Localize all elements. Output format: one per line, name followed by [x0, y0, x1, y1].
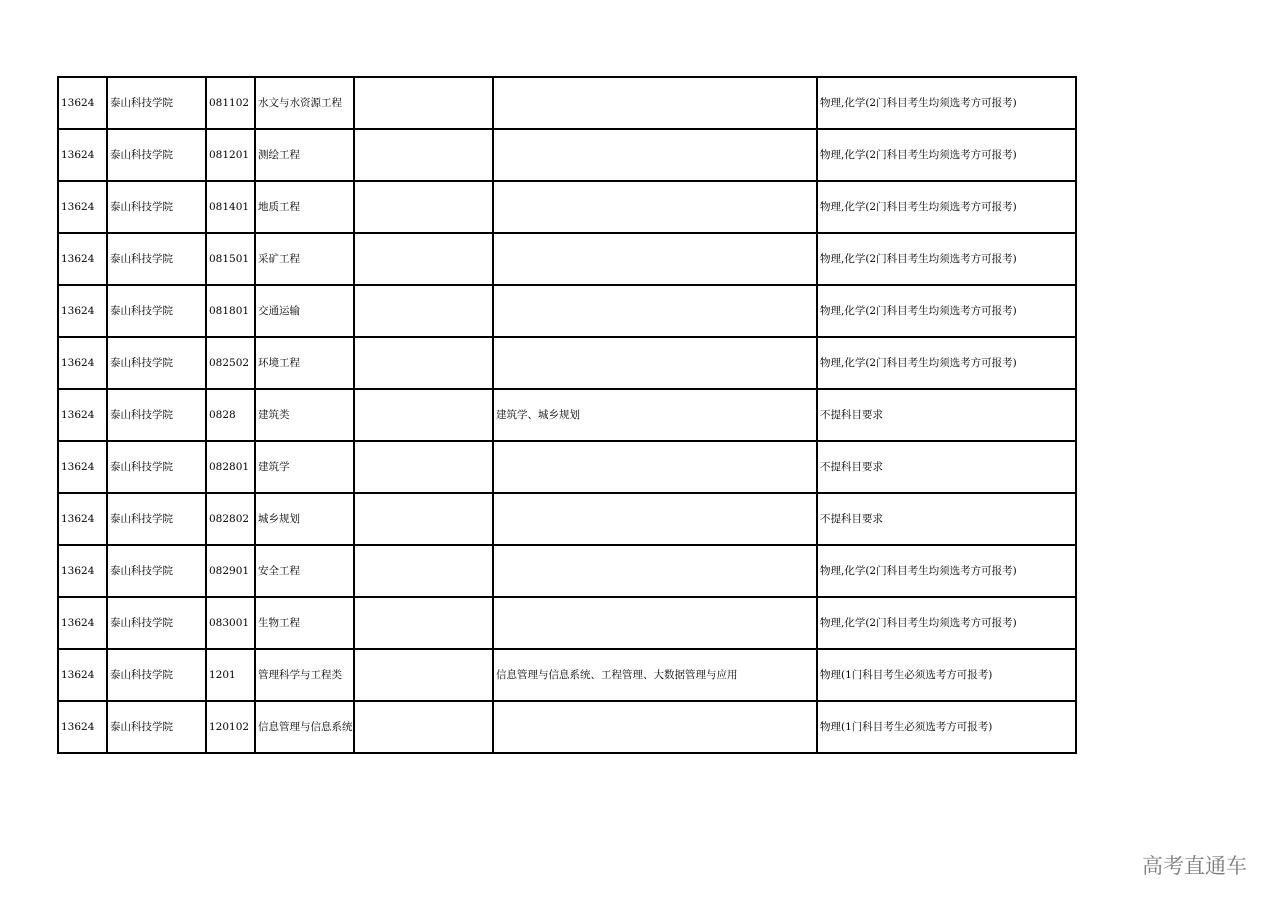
included-majors-cell: [493, 441, 817, 493]
table-row: [58, 129, 1076, 181]
school-name-cell: 泰山科技学院: [107, 441, 206, 493]
included-majors-cell: [493, 337, 817, 389]
included-majors-cell: [493, 285, 817, 337]
included-majors-cell: [493, 181, 817, 233]
school-code-cell: 13624: [58, 129, 107, 181]
note-cell: [354, 77, 493, 129]
school-code-cell: 13624: [58, 389, 107, 441]
school-name-cell: 泰山科技学院: [107, 181, 206, 233]
major-code-cell: 083001: [206, 597, 255, 649]
subject-requirement-cell: 物理,化学(2门科目考生均须选考方可报考): [817, 545, 1076, 597]
major-code-cell: 082901: [206, 545, 255, 597]
table-row: [58, 285, 1076, 337]
table-row: [58, 337, 1076, 389]
watermark-logo-text: 高考直通车: [1142, 854, 1247, 878]
school-name-cell: 泰山科技学院: [107, 649, 206, 701]
major-name-cell: 交通运输: [255, 285, 354, 337]
subject-requirement-cell: 不提科目要求: [817, 493, 1076, 545]
school-name-cell: 泰山科技学院: [107, 233, 206, 285]
note-cell: [354, 493, 493, 545]
subject-requirement-cell: 物理,化学(2门科目考生均须选考方可报考): [817, 77, 1076, 129]
school-code-cell: 13624: [58, 493, 107, 545]
included-majors-cell: [493, 597, 817, 649]
major-code-cell: 082502: [206, 337, 255, 389]
school-code-cell: 13624: [58, 649, 107, 701]
subject-requirement-cell: 物理,化学(2门科目考生均须选考方可报考): [817, 285, 1076, 337]
table-row: [58, 597, 1076, 649]
school-name-cell: 泰山科技学院: [107, 337, 206, 389]
note-cell: [354, 701, 493, 753]
table-row: [58, 441, 1076, 493]
included-majors-cell: [493, 701, 817, 753]
note-cell: [354, 233, 493, 285]
school-name-cell: 泰山科技学院: [107, 77, 206, 129]
school-code-cell: 13624: [58, 597, 107, 649]
school-name-cell: 泰山科技学院: [107, 129, 206, 181]
major-name-cell: 地质工程: [255, 181, 354, 233]
major-code-cell: 081501: [206, 233, 255, 285]
table-body: [58, 77, 1076, 753]
subject-requirement-table: [57, 76, 1077, 754]
major-code-cell: 1201: [206, 649, 255, 701]
school-code-cell: 13624: [58, 441, 107, 493]
school-code-cell: 13624: [58, 701, 107, 753]
subject-requirement-cell: 物理,化学(2门科目考生均须选考方可报考): [817, 129, 1076, 181]
major-name-cell: 测绘工程: [255, 129, 354, 181]
included-majors-cell: [493, 493, 817, 545]
included-majors-cell: [493, 545, 817, 597]
table-row: [58, 77, 1076, 129]
note-cell: [354, 441, 493, 493]
school-code-cell: 13624: [58, 181, 107, 233]
subject-requirement-cell: 物理,化学(2门科目考生均须选考方可报考): [817, 337, 1076, 389]
table-row: [58, 545, 1076, 597]
note-cell: [354, 181, 493, 233]
table-row: [58, 233, 1076, 285]
subject-requirement-cell: 物理,化学(2门科目考生均须选考方可报考): [817, 233, 1076, 285]
major-name-cell: 生物工程: [255, 597, 354, 649]
major-code-cell: 081801: [206, 285, 255, 337]
school-name-cell: 泰山科技学院: [107, 701, 206, 753]
major-name-cell: 安全工程: [255, 545, 354, 597]
major-code-cell: 120102: [206, 701, 255, 753]
major-code-cell: 081102: [206, 77, 255, 129]
major-name-cell: 城乡规划: [255, 493, 354, 545]
major-code-cell: 0828: [206, 389, 255, 441]
table-row: [58, 493, 1076, 545]
included-majors-cell: [493, 77, 817, 129]
major-code-cell: 081201: [206, 129, 255, 181]
included-majors-cell: 建筑学、城乡规划: [493, 389, 817, 441]
major-name-cell: 信息管理与信息系统: [255, 701, 354, 753]
major-code-cell: 082801: [206, 441, 255, 493]
major-name-cell: 采矿工程: [255, 233, 354, 285]
table-row: [58, 649, 1076, 701]
note-cell: [354, 389, 493, 441]
subject-requirement-cell: 物理,化学(2门科目考生均须选考方可报考): [817, 181, 1076, 233]
table-row: [58, 701, 1076, 753]
included-majors-cell: [493, 233, 817, 285]
subject-requirement-cell: 不提科目要求: [817, 441, 1076, 493]
school-code-cell: 13624: [58, 77, 107, 129]
school-name-cell: 泰山科技学院: [107, 493, 206, 545]
school-code-cell: 13624: [58, 337, 107, 389]
table-row: [58, 389, 1076, 441]
school-name-cell: 泰山科技学院: [107, 389, 206, 441]
included-majors-cell: 信息管理与信息系统、工程管理、大数据管理与应用: [493, 649, 817, 701]
school-code-cell: 13624: [58, 233, 107, 285]
subject-requirement-cell: 物理(1门科目考生必须选考方可报考): [817, 649, 1076, 701]
note-cell: [354, 337, 493, 389]
table-row: [58, 181, 1076, 233]
note-cell: [354, 285, 493, 337]
note-cell: [354, 545, 493, 597]
major-name-cell: 环境工程: [255, 337, 354, 389]
subject-requirement-cell: 物理(1门科目考生必须选考方可报考): [817, 701, 1076, 753]
major-code-cell: 081401: [206, 181, 255, 233]
major-name-cell: 建筑学: [255, 441, 354, 493]
note-cell: [354, 129, 493, 181]
school-name-cell: 泰山科技学院: [107, 545, 206, 597]
included-majors-cell: [493, 129, 817, 181]
school-name-cell: 泰山科技学院: [107, 597, 206, 649]
note-cell: [354, 597, 493, 649]
subject-requirement-cell: 物理,化学(2门科目考生均须选考方可报考): [817, 597, 1076, 649]
note-cell: [354, 649, 493, 701]
school-code-cell: 13624: [58, 545, 107, 597]
major-name-cell: 水文与水资源工程: [255, 77, 354, 129]
school-name-cell: 泰山科技学院: [107, 285, 206, 337]
major-name-cell: 建筑类: [255, 389, 354, 441]
major-name-cell: 管理科学与工程类: [255, 649, 354, 701]
major-code-cell: 082802: [206, 493, 255, 545]
school-code-cell: 13624: [58, 285, 107, 337]
subject-requirement-cell: 不提科目要求: [817, 389, 1076, 441]
